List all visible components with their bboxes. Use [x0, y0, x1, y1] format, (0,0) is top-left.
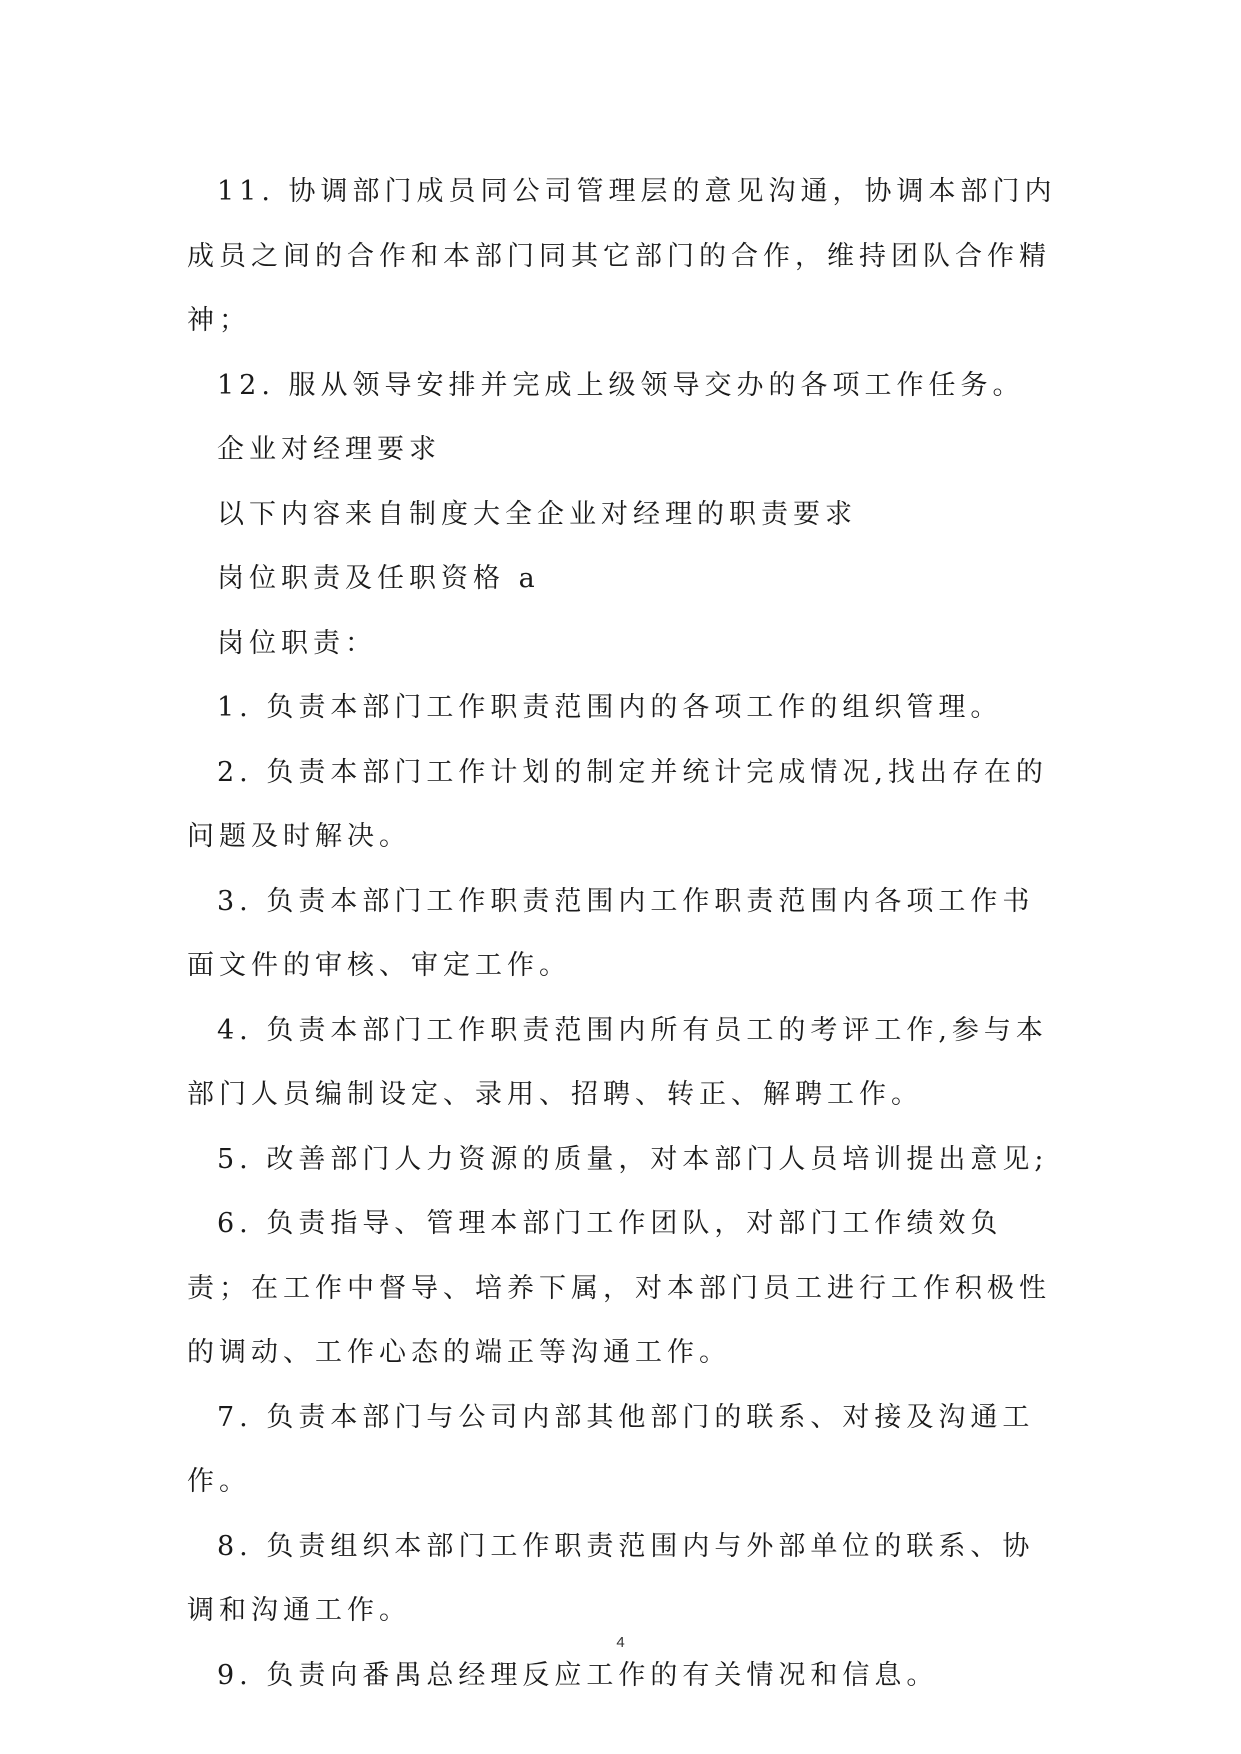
- document-body: [187, 160, 1057, 1708]
- subheading-job-duties: 岗位职责：: [217, 627, 377, 659]
- duty-item-2: 2. 负责本部门工作计划的制定并统计完成情况,找出存在的问题及时解决。: [187, 756, 1048, 852]
- duty-item-7: 7. 负责本部门与公司内部其他部门的联系、对接及沟通工作。: [187, 1401, 1035, 1497]
- duty-item-9: 9. 负责向番禺总经理反应工作的有关情况和信息。: [217, 1659, 939, 1691]
- duty-item-6: 6. 负责指导、管理本部门工作团队，对部门工作绩效负责；在工作中督导、培养下属，对本部门员工进行工作积极性的调动、工作心态的端正等沟通工作。: [187, 1208, 1051, 1368]
- paragraph-item-11: 11. 协调部门成员同公司管理层的意见沟通，协调本部门内成员之间的合作和本部门同其它部门的合作，维持团队合作精神；: [187, 176, 1057, 336]
- duty-item-3: 3. 负责本部门工作职责范围内工作职责范围内各项工作书面文件的审核、审定工作。: [187, 885, 1035, 981]
- source-note: 以下内容来自制度大全企业对经理的职责要求: [217, 498, 857, 530]
- duty-item-4: 4. 负责本部门工作职责范围内所有员工的考评工作,参与本部门人员编制设定、录用、招聘、转正、解聘工作。: [187, 1014, 1048, 1110]
- duty-item-8: 8. 负责组织本部门工作职责范围内与外部单位的联系、协调和沟通工作。: [187, 1530, 1035, 1626]
- duty-item-1: 1. 负责本部门工作职责范围内的各项工作的组织管理。: [217, 692, 1003, 723]
- page-number: 4: [616, 1634, 625, 1651]
- paragraph-item-12: 12. 服从领导安排并完成上级领导交办的各项工作任务。: [217, 369, 1025, 401]
- subheading-job-qualifications: 岗位职责及任职资格 a: [217, 563, 540, 594]
- section-heading-manager-requirements: 企业对经理要求: [217, 434, 441, 465]
- duty-item-5: 5. 改善部门人力资源的质量，对本部门人员培训提出意见;: [217, 1143, 1049, 1175]
